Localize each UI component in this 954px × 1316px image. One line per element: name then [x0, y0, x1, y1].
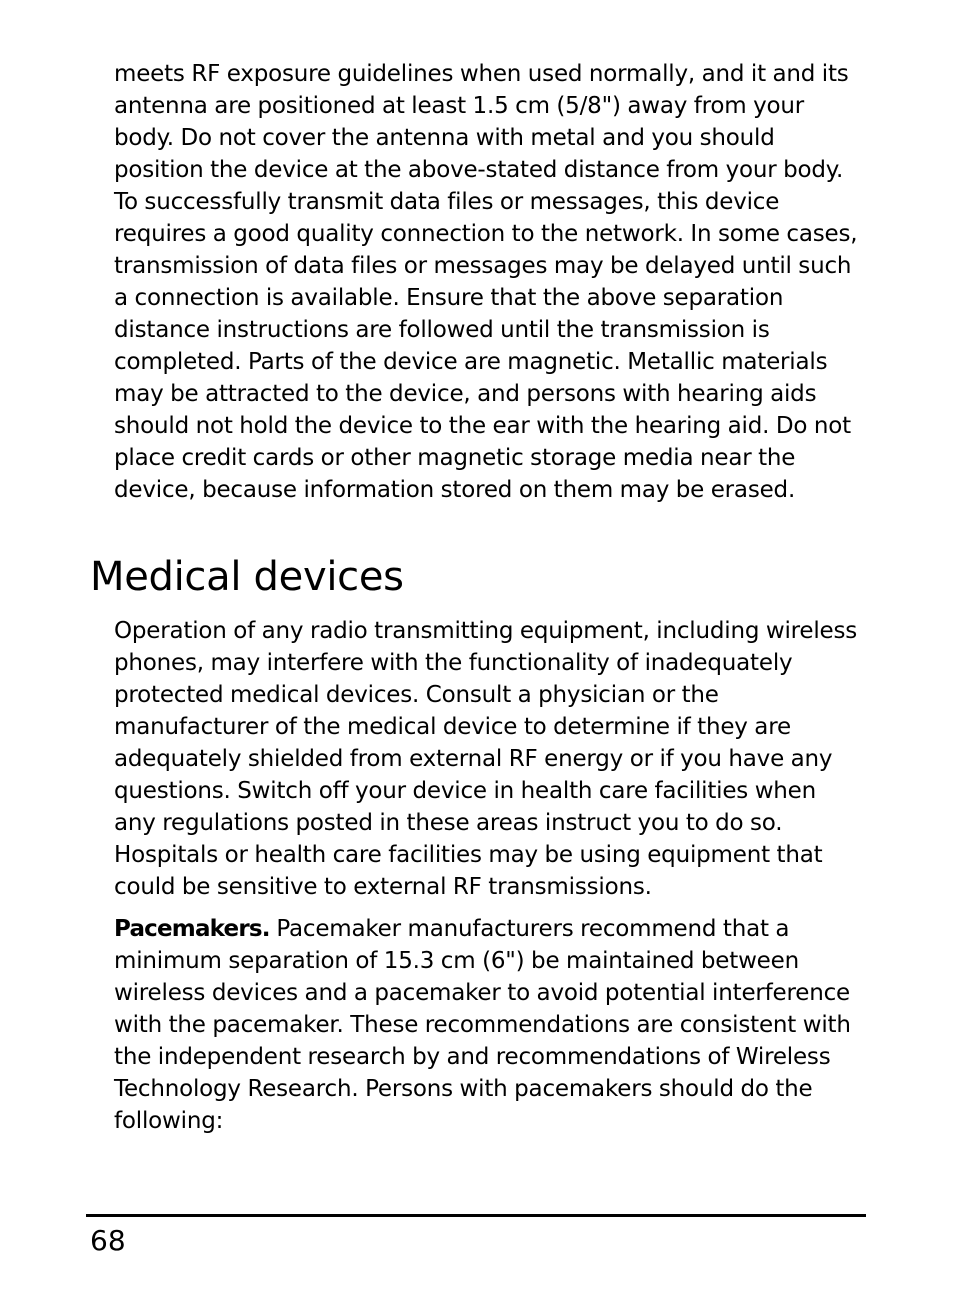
- medical-devices-paragraph: Operation of any radio transmitting equipment, including wireless phones, may interfere with the functionality of inadequately protected medical devices. Consult a physician or the manufacturer of the medical device to determine if they are adequately shielded from external RF energy or if you have any questions. Switch off your device in health care facilities when any regulations posted in these areas instruct you to do so. Hospitals or health care facilities may be using equipment that could be sensitive to external RF transmissions.: [114, 618, 858, 900]
- page-number: 68: [90, 1224, 126, 1257]
- footer-rule: [86, 1214, 866, 1217]
- continuation-paragraph: meets RF exposure guidelines when used normally, and it and its antenna are positioned at least 1.5 cm (5/8") away from your body. Do not cover the antenna with metal and you should position the device at the above-stated distance from your body. To successfully transmit data files or messages, this device requires a good quality connection to the network. In some cases, transmission of data files or messages may be delayed until such a connection is available. Ensure that the above separation distance instructions are followed until the transmission is completed. Parts of the device are magnetic. Metallic materials may be attracted to the device, and persons with hearing aids should not hold the device to the ear with the hearing aid. Do not place credit cards or other magnetic storage media near the device, because information stored on them may be erased.: [114, 61, 858, 503]
- pacemakers-lead: Pacemakers.: [114, 916, 270, 942]
- pacemakers-paragraph: [114, 913, 864, 1137]
- section-heading: Medical devices: [90, 554, 404, 600]
- pacemakers-text: Pacemaker manufacturers recommend that a minimum separation of 15.3 cm (6") be maintained between wireless devices and a pacemaker to avoid potential interference with the pacemaker. These recommendations are consistent with the independent research by and recommendations of Wireless Technology Research. Persons with pacemakers should do the following:: [114, 916, 851, 1134]
